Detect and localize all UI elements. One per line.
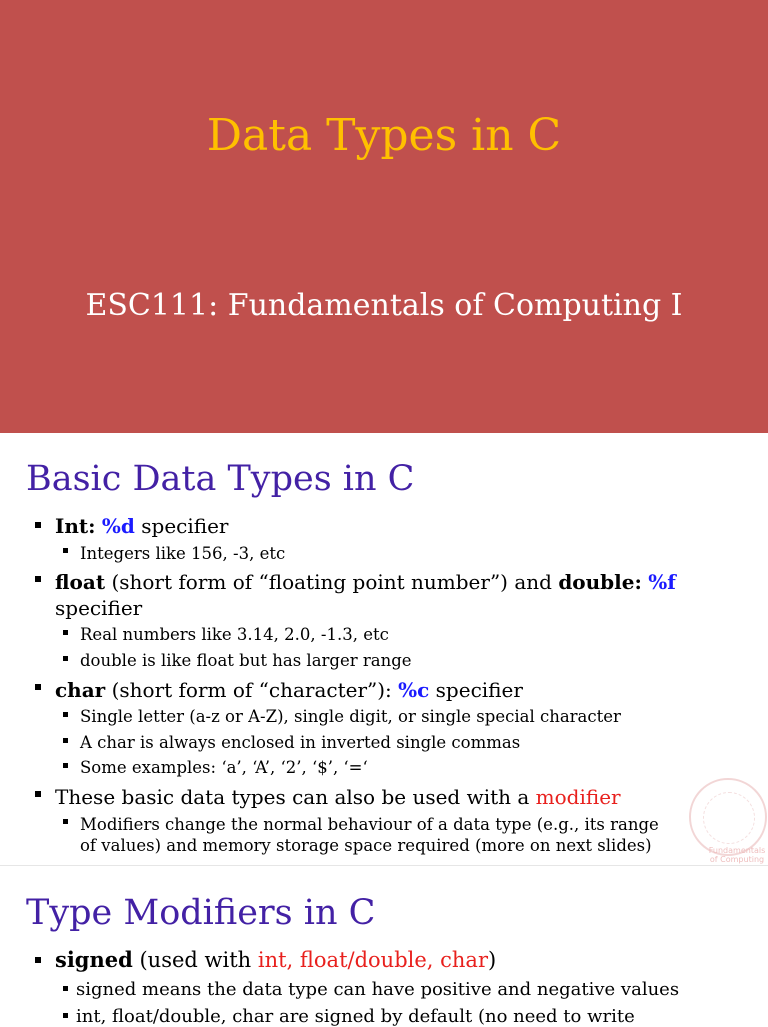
list-item-text: specifier (435, 678, 523, 702)
bullet-icon (35, 791, 41, 797)
sub-item-line2: of values) and memory storage space required (more on next slides) (80, 836, 652, 855)
sub-bullet-icon (63, 656, 68, 661)
keyword: char (55, 678, 106, 702)
bullet-icon (35, 522, 41, 528)
keyword: double: (558, 570, 642, 594)
sub-bullet-icon (63, 548, 68, 553)
watermark-text: Fundamentals of Computing (708, 846, 766, 864)
format-specifier: %d (101, 514, 135, 538)
sub-item: double is like float but has larger range (80, 651, 412, 670)
sub-bullet-icon (63, 986, 68, 991)
list-item-text: (short form of “character”): (111, 678, 392, 702)
list-item-char (55, 677, 523, 703)
list-item-signed (55, 947, 496, 973)
slide-basic-data-types (0, 433, 768, 865)
sub-item: int, float/double, char are signed by default (no need to write (76, 1006, 635, 1027)
keyword: Int: (55, 514, 96, 538)
sub-bullet-icon (63, 712, 68, 717)
sub-item: Integers like 156, -3, etc (80, 544, 286, 563)
sub-bullet-icon (63, 1013, 68, 1018)
list-item-text: specifier (55, 596, 143, 620)
slide-type-modifiers (0, 865, 768, 1025)
list-item-text: (used with (139, 948, 252, 972)
list-item-text: specifier (141, 514, 229, 538)
keyword: float (55, 570, 106, 594)
list-item-float (55, 569, 755, 621)
list-item-text: These basic data types can also be used with a (55, 785, 530, 809)
highlight-text: modifier (535, 785, 621, 809)
title-slide (0, 0, 768, 433)
slide-heading: Type Modifiers in C (26, 893, 376, 933)
sub-bullet-icon (63, 763, 68, 768)
sub-item: signed means the data type can have positive and negative values (76, 979, 680, 1000)
bullet-icon (35, 957, 41, 963)
slide-heading: Basic Data Types in C (26, 459, 415, 499)
sub-item: Single letter (a-z or A-Z), single digit, or single special character (80, 707, 621, 726)
list-item-int (55, 513, 229, 539)
watermark-seal-icon (689, 778, 767, 856)
sub-item: Some examples: ‘a’, ‘A’, ‘2’, ‘$’, ‘=‘ (80, 758, 368, 777)
highlight-text: int, float/double, char (257, 948, 488, 972)
list-item-text: (short form of “floating point number”) and (111, 570, 552, 594)
bullet-icon (35, 684, 41, 690)
keyword: signed (55, 947, 133, 972)
slide-title: Data Types in C (206, 110, 562, 161)
sub-bullet-icon (63, 738, 68, 743)
sub-bullet-icon (63, 819, 68, 824)
sub-item-line1: Modifiers change the normal behaviour of a data type (e.g., its range (80, 815, 659, 834)
sub-item: Real numbers like 3.14, 2.0, -1.3, etc (80, 625, 389, 644)
sub-bullet-icon (63, 630, 68, 635)
format-specifier: %f (648, 570, 676, 594)
format-specifier: %c (398, 678, 430, 702)
bullet-icon (35, 576, 41, 582)
sub-item: A char is always enclosed in inverted single commas (80, 733, 521, 752)
list-item-text: ) (487, 948, 497, 972)
slide-subtitle: ESC111: Fundamentals of Computing I (85, 288, 683, 323)
list-item-modifier (55, 784, 621, 810)
